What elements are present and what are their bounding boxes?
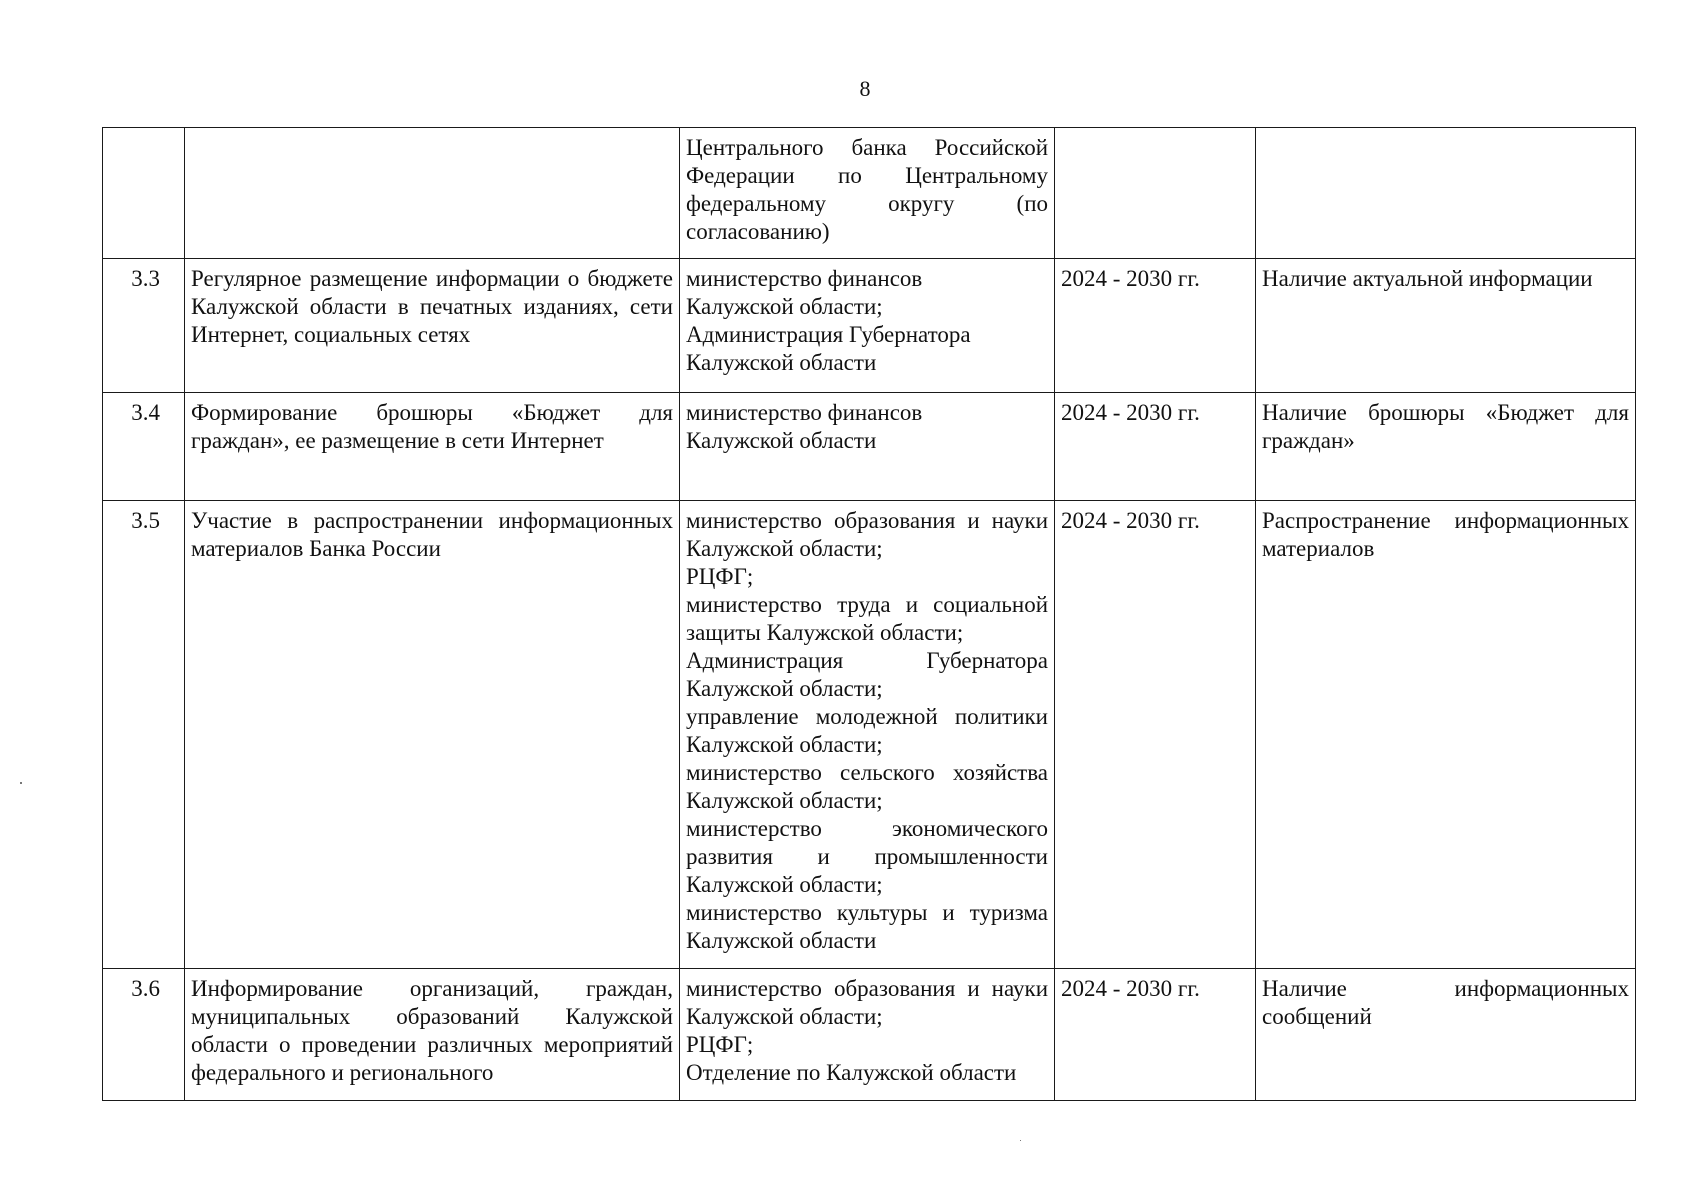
executor-line: министерство финансов bbox=[686, 400, 923, 425]
page-number: 8 bbox=[859, 76, 871, 101]
result-cell: Наличие актуальной информации bbox=[1256, 259, 1636, 393]
executor-line: управление молодежной политики Калужской области; bbox=[686, 704, 1048, 757]
row-number-cell: 3.3 bbox=[103, 259, 185, 393]
result-cell: Наличие брошюры «Бюджет для граждан» bbox=[1256, 393, 1636, 501]
executor-line: Отделение по Калужской области bbox=[686, 1060, 1017, 1085]
executor-line: Калужской области bbox=[686, 428, 877, 453]
term-cell: 2024 - 2030 гг. bbox=[1055, 259, 1256, 393]
executor-line: РЦФГ; bbox=[686, 1032, 754, 1057]
term-cell: 2024 - 2030 гг. bbox=[1055, 393, 1256, 501]
executor-line: министерство образования и науки Калужской области; bbox=[686, 976, 1048, 1029]
row-number-cell bbox=[103, 128, 185, 259]
executor-line: министерство финансов bbox=[686, 266, 923, 291]
executor-line: министерство культуры и туризма Калужской области bbox=[686, 900, 1048, 953]
executors-cell bbox=[680, 969, 1055, 1101]
executor-line: Администрация Губернатора bbox=[686, 322, 971, 347]
event-cell: Участие в распространении информационных материалов Банка России bbox=[185, 501, 680, 969]
executor-line: министерство образования и науки Калужской области; bbox=[686, 508, 1048, 561]
executor-line: министерство экономического развития и промышленности Калужской области; bbox=[686, 816, 1048, 897]
executors-cell bbox=[680, 259, 1055, 393]
result-cell: Распространение информационных материалов bbox=[1256, 501, 1636, 969]
table-row-3-3 bbox=[103, 259, 1636, 393]
table-row-3-6 bbox=[103, 969, 1636, 1101]
executor-line: Администрация Губернатора Калужской области; bbox=[686, 648, 1048, 701]
event-cell: Информирование организаций, граждан, муниципальных образований Калужской области о проведении различных мероприятий федерального и регионального bbox=[185, 969, 680, 1101]
table-row-3-4 bbox=[103, 393, 1636, 501]
executors-cell bbox=[680, 393, 1055, 501]
measures-table bbox=[102, 127, 1636, 1101]
executor-line: министерство сельского хозяйства Калужской области; bbox=[686, 760, 1048, 813]
executor-line: Калужской области; bbox=[686, 294, 883, 319]
result-cell bbox=[1256, 128, 1636, 259]
scan-speck bbox=[20, 782, 22, 784]
event-cell: Регулярное размещение информации о бюджете Калужской области в печатных изданиях, сети Интернет, социальных сетях bbox=[185, 259, 680, 393]
row-number-cell: 3.4 bbox=[103, 393, 185, 501]
executor-line: Калужской области bbox=[686, 350, 877, 375]
executors-cell: Центрального банка Российской Федерации по Центральному федеральному округу (по согласованию) bbox=[680, 128, 1055, 259]
executors-cell bbox=[680, 501, 1055, 969]
table-row-3-5 bbox=[103, 501, 1636, 969]
result-cell: Наличие информационных сообщений bbox=[1256, 969, 1636, 1101]
executor-line: РЦФГ; bbox=[686, 564, 754, 589]
executor-line: министерство труда и социальной защиты Калужской области; bbox=[686, 592, 1048, 645]
table-row-continuation bbox=[103, 128, 1636, 259]
term-cell bbox=[1055, 128, 1256, 259]
row-number-cell: 3.6 bbox=[103, 969, 185, 1101]
event-cell: Формирование брошюры «Бюджет для граждан», ее размещение в сети Интернет bbox=[185, 393, 680, 501]
term-cell: 2024 - 2030 гг. bbox=[1055, 501, 1256, 969]
term-cell: 2024 - 2030 гг. bbox=[1055, 969, 1256, 1101]
event-cell bbox=[185, 128, 680, 259]
scan-speck bbox=[1020, 1140, 1021, 1141]
row-number-cell: 3.5 bbox=[103, 501, 185, 969]
